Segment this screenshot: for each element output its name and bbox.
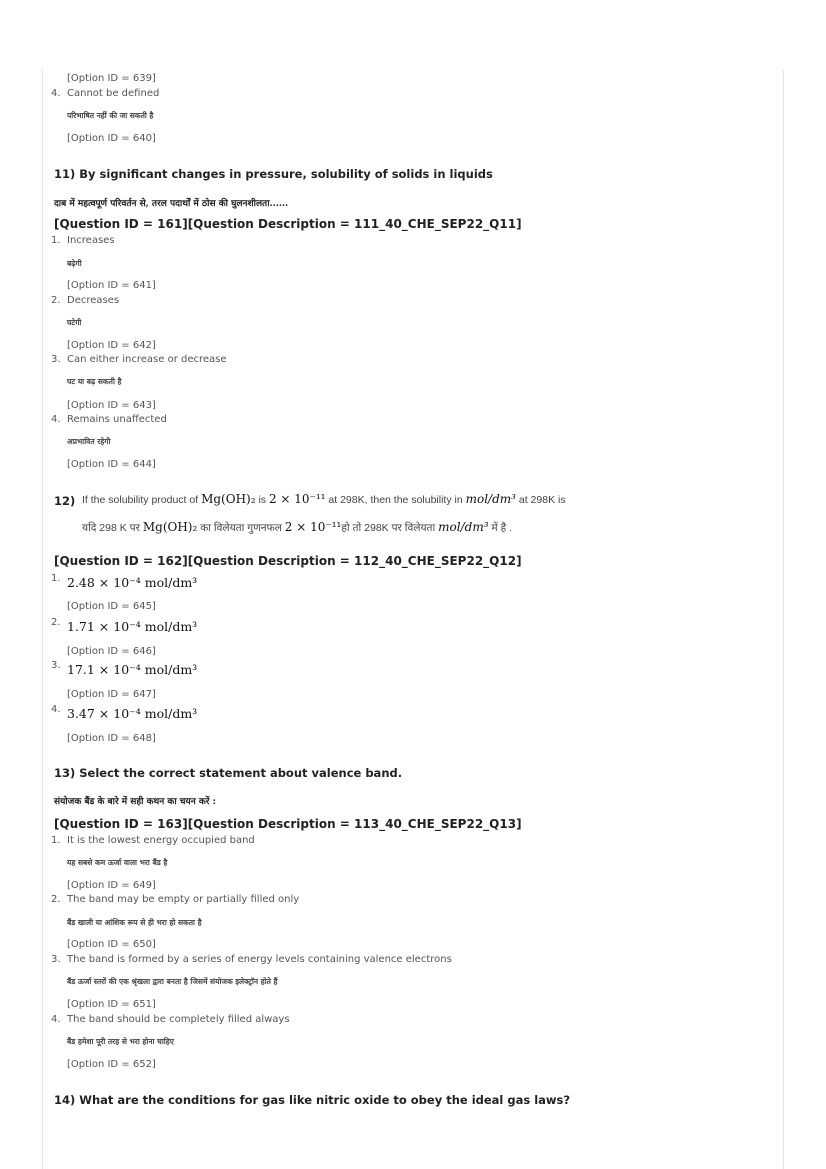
option-text-hindi: बैंड ऊर्जा स्तरों की एक श्रृंखला द्वारा बनता है जिसमें संयोजक इलेक्ट्रॉन होते हैं: [67, 977, 278, 986]
option-number: 1.: [51, 235, 61, 246]
question-title-hindi: संयोजक बैंड के बारे में सही कथन का चयन करें :: [54, 797, 216, 807]
question-text-part: में है .: [488, 522, 513, 534]
option-number: 1.: [51, 573, 61, 584]
option-number: 4.: [51, 88, 61, 99]
option-text-hindi: परिभाषित नहीं की जा सकती है: [67, 111, 154, 120]
question-number: 12): [54, 494, 76, 508]
question-title: 11) By significant changes in pressure, solubility of solids in liquids: [54, 167, 493, 181]
question-text-hindi: [82, 520, 512, 535]
question-text-part: का विलेयता गुणनफल: [197, 522, 285, 534]
formula: 2 × 10⁻¹¹: [284, 520, 342, 534]
question-text-part: at 298K is: [515, 494, 566, 506]
option-text: Decreases: [67, 295, 120, 306]
formula: mol/dm³: [465, 492, 516, 506]
option-text-hindi: बैंड हमेशा पूरी तरह से भरा होना चाहिए: [67, 1037, 174, 1046]
option-id: [Option ID = 652]: [67, 1059, 156, 1070]
option-number: 2.: [51, 295, 61, 306]
option-number: 3.: [51, 354, 61, 365]
option-number: 4.: [51, 414, 61, 425]
option-id: [Option ID = 651]: [67, 999, 156, 1010]
option-text: The band is formed by a series of energy levels containing valence electrons: [67, 954, 452, 965]
option-id: [Option ID = 650]: [67, 939, 156, 950]
option-number: 2.: [51, 894, 61, 905]
question-text-part: If the solubility product of: [82, 494, 202, 506]
option-id: [Option ID = 640]: [67, 133, 156, 144]
option-formula: 17.1 × 10⁻⁴ mol/dm³: [67, 662, 198, 677]
question-title: 13) Select the correct statement about valence band.: [54, 766, 403, 780]
question-id: [Question ID = 163][Question Description = 113_40_CHE_SEP22_Q13]: [54, 817, 522, 831]
option-text-hindi: बढ़ेगी: [67, 259, 82, 268]
option-text: It is the lowest energy occupied band: [67, 835, 255, 846]
option-id: [Option ID = 642]: [67, 340, 156, 351]
formula: 2 × 10⁻¹¹: [268, 492, 326, 506]
option-text: Increases: [67, 235, 115, 246]
option-id: [Option ID = 641]: [67, 280, 156, 291]
question-text-part: हो तो 298K पर विलेयता: [341, 522, 439, 534]
option-text-hindi: अप्रभावित रहेगी: [67, 437, 111, 446]
option-text-hindi: बैंड खाली या आंशिक रूप से ही भरा हो सकता है: [67, 918, 202, 927]
option-text: Cannot be defined: [67, 88, 160, 99]
question-title: 14) What are the conditions for gas like nitric oxide to obey the ideal gas laws?: [54, 1093, 571, 1107]
option-formula: 3.47 × 10⁻⁴ mol/dm³: [67, 706, 198, 721]
option-id: [Option ID = 649]: [67, 880, 156, 891]
formula: Mg(OH)₂: [142, 520, 198, 534]
question-title-hindi: दाब में महत्वपूर्ण परिवर्तन से, तरल पदार्थों में ठोस की घुलनशीलता......: [54, 199, 289, 209]
option-number: 4.: [51, 1014, 61, 1025]
question-id: [Question ID = 162][Question Description = 112_40_CHE_SEP22_Q12]: [54, 554, 522, 568]
option-id: [Option ID = 646]: [67, 646, 156, 657]
option-text-hindi: घटेगी: [67, 318, 82, 327]
option-number: 1.: [51, 835, 61, 846]
question-text-part: at 298K, then the solubility in: [325, 494, 466, 506]
option-id: [Option ID = 648]: [67, 733, 156, 744]
option-number: 2.: [51, 617, 61, 628]
option-id: [Option ID = 644]: [67, 459, 156, 470]
option-text: Can either increase or decrease: [67, 354, 227, 365]
left-margin-rule: [42, 70, 43, 1169]
formula: Mg(OH)₂: [201, 492, 256, 506]
question-id: [Question ID = 161][Question Description = 111_40_CHE_SEP22_Q11]: [54, 217, 522, 231]
option-formula: 2.48 × 10⁻⁴ mol/dm³: [67, 575, 198, 590]
option-number: 4.: [51, 704, 61, 715]
question-text: [82, 492, 566, 506]
option-text: The band may be empty or partially filled only: [67, 894, 300, 905]
formula: mol/dm³: [438, 520, 489, 534]
option-id: [Option ID = 647]: [67, 689, 156, 700]
option-id: [Option ID = 645]: [67, 601, 156, 612]
option-number: 3.: [51, 954, 61, 965]
option-text-hindi: यह सबसे कम ऊर्जा वाला भरा बैंड है: [67, 858, 168, 867]
question-text-part: is: [255, 494, 269, 506]
right-margin-rule: [783, 70, 784, 1169]
option-number: 3.: [51, 660, 61, 671]
option-text: The band should be completely filled always: [67, 1014, 290, 1025]
question-text-part: यदि 298 K पर: [82, 522, 143, 534]
option-id: [Option ID = 643]: [67, 400, 156, 411]
option-text-hindi: घट या बढ़ सकती है: [67, 377, 122, 386]
option-id: [Option ID = 639]: [67, 73, 156, 84]
option-text: Remains unaffected: [67, 414, 167, 425]
option-formula: 1.71 × 10⁻⁴ mol/dm³: [67, 619, 198, 634]
